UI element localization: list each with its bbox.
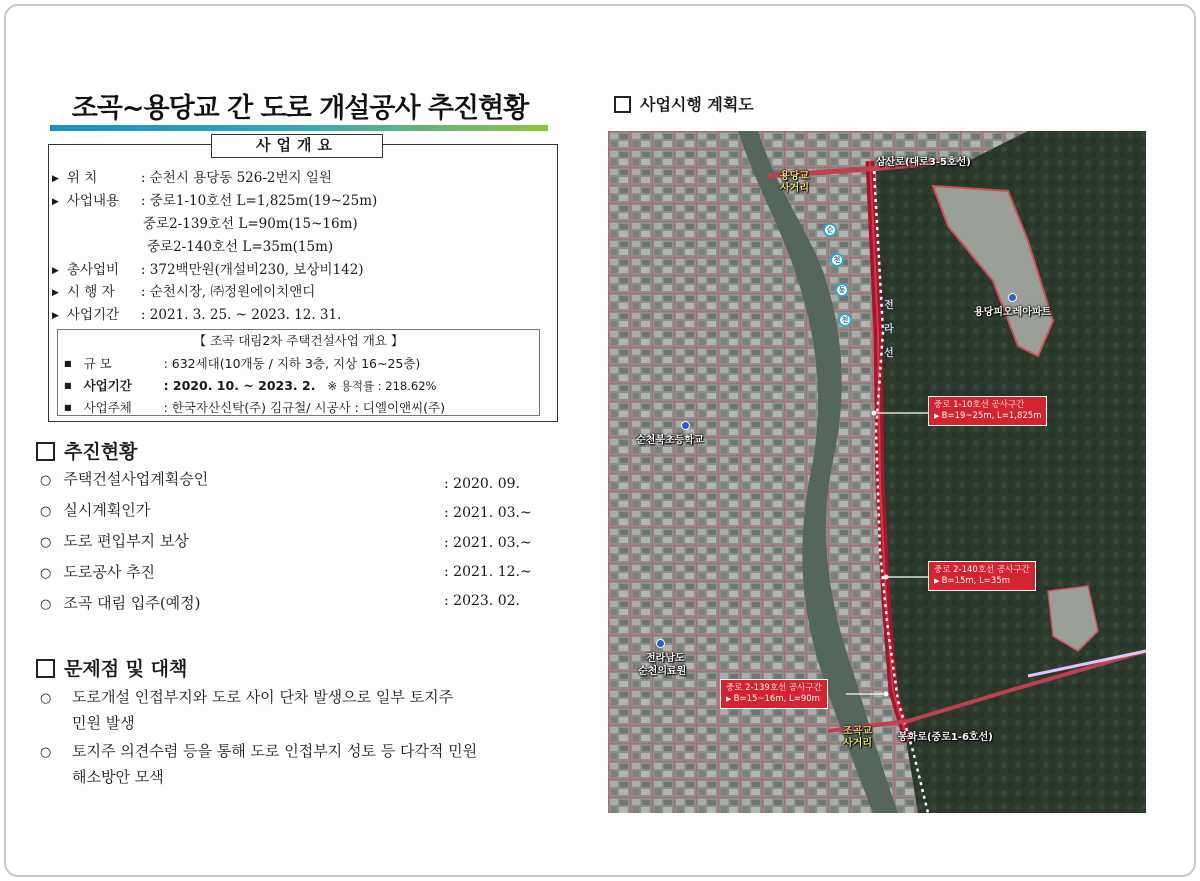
map-river-badge: 천 [830, 253, 844, 267]
map-label-top-road: 삼산로(대로3-5호선) [876, 157, 971, 168]
circle-bullet-icon: ○ [40, 566, 52, 581]
progress-item: ○ 조곡 대림 입주(예정) [40, 594, 201, 612]
progress-item: ○ 도로 편입부지 보상 [40, 532, 189, 550]
callout-road-2-140: 중로 2-140호선 공사구간 ▶ B=15m, L=35m [928, 561, 1036, 591]
map-label-jogok-2: 사거리 [843, 738, 872, 749]
circle-bullet-icon: ○ [40, 597, 52, 612]
progress-date: : 2020. 09. [444, 476, 520, 492]
checkbox-icon [36, 442, 55, 461]
circle-bullet-icon: ○ [40, 691, 52, 706]
progress-date: : 2021. 03.~ [444, 505, 532, 521]
map-rail-label: 선 [884, 348, 894, 359]
overview-row-content-2: 중로2-139호선 L=90m(15~16m) [143, 216, 358, 232]
triangle-bullet-icon: ▶ [52, 288, 59, 298]
triangle-bullet-icon: ▶ [52, 174, 59, 184]
square-bullet-icon: ■ [64, 403, 72, 412]
issue-item: ○ 토지주 의견수렴 등을 통해 도로 인접부지 성토 등 다각적 민원 [40, 742, 478, 760]
issue-item-cont: 민원 발생 [72, 714, 135, 732]
map-river-badge: 순 [823, 223, 837, 237]
square-bullet-icon: ■ [64, 359, 72, 368]
map-label-yongdanggyo: 용당교 [780, 171, 809, 182]
map-marker-icon [681, 421, 690, 430]
overview-row-executor: ▶ 시 행 자 : 순천시장, ㈜정원에이치앤디 [52, 284, 316, 300]
issues-heading: 문제점 및 대책 [36, 654, 187, 681]
circle-bullet-icon: ○ [40, 504, 52, 519]
progress-date: : 2021. 03.~ [444, 535, 532, 551]
circle-bullet-icon: ○ [40, 745, 52, 760]
callout-road-2-139: 중로 2-139호선 공사구간 ▶ B=15~16m, L=90m [720, 679, 828, 709]
map-label-school: 순천북초등학교 [636, 435, 704, 446]
progress-heading: 추진현황 [36, 437, 137, 464]
map-marker-icon [1008, 293, 1017, 302]
site-plan-map [608, 131, 1146, 813]
map-marker-icon [656, 639, 665, 648]
triangle-bullet-icon: ▶ [52, 197, 59, 207]
overview-row-location: ▶ 위 치 : 순천시 용당동 526-2번지 일원 [52, 170, 332, 186]
circle-bullet-icon: ○ [40, 535, 52, 550]
page-title: 조곡~용당교 간 도로 개설공사 추진현황 [71, 93, 529, 124]
progress-date: : 2021. 12.~ [444, 564, 532, 580]
housing-row-period: ■ 사업기간 : 2020. 10. ~ 2023. 2. ※ 용적률 : 218.62% [64, 378, 437, 393]
square-bullet-icon: ■ [64, 381, 72, 390]
progress-item: ○ 주택건설사업계획승인 [40, 470, 209, 488]
issue-item: ○ 도로개설 인접부지와 도로 사이 단차 발생으로 일부 토지주 [40, 688, 454, 706]
map-label-apartment: 용당피오레아파트 [974, 307, 1052, 318]
map-rail-label: 라 [884, 324, 894, 335]
triangle-bullet-icon: ▶ [934, 412, 942, 420]
map-river-badge: 동 [835, 283, 849, 297]
overview-row-period: ▶ 사업기간 : 2021. 3. 25. ~ 2023. 12. 31. [52, 307, 342, 323]
triangle-bullet-icon: ▶ [52, 311, 59, 321]
housing-row-developer: ■ 사업주체 : 한국자산신탁(주) 김규철/ 시공사 : 디엘이앤씨(주) [64, 400, 445, 415]
plan-heading: 사업시행 계획도 [614, 92, 754, 115]
checkbox-icon [36, 659, 55, 678]
progress-date: : 2023. 02. [444, 593, 520, 609]
map-label-yongdanggyo-2: 사거리 [780, 183, 809, 194]
callout-road-1-10: 중로 1-10호선 공사구간 ▶ B=19~25m, L=1,825m [928, 396, 1047, 426]
circle-bullet-icon: ○ [40, 473, 52, 488]
progress-item: ○ 실시계획인가 [40, 501, 151, 519]
map-rail-label: 전 [884, 300, 894, 311]
checkbox-icon [614, 96, 631, 113]
map-river-badge: 천 [838, 313, 852, 327]
overview-tag: 사업개요 [211, 134, 383, 158]
title-underline [50, 125, 548, 131]
overview-row-budget: ▶ 총사업비 : 372백만원(개설비230, 보상비142) [52, 262, 364, 278]
map-label-jogok: 조곡교 [843, 726, 872, 737]
map-label-hospital-1: 전라남도 [646, 653, 685, 664]
housing-row-scale: ■ 규 모 : 632세대(10개동 / 지하 3층, 지상 16~25층) [64, 356, 421, 371]
triangle-bullet-icon: ▶ [726, 695, 734, 703]
overview-row-content: ▶ 사업내용 : 중로1-10호선 L=1,825m(19~25m) [52, 193, 378, 209]
housing-project-title: 【 조곡 대림2차 주택건설사업 개요 】 [193, 333, 404, 348]
progress-item: ○ 도로공사 추진 [40, 563, 156, 581]
issue-item-cont: 해소방안 모색 [72, 768, 164, 786]
triangle-bullet-icon: ▶ [52, 266, 59, 276]
overview-row-content-3: 중로2-140호선 L=35m(15m) [147, 239, 334, 255]
map-label-hospital-2: 순천의료원 [638, 666, 687, 677]
map-graphic [608, 131, 1146, 813]
map-label-bottom-road: 봉화로(중로1-6호선) [898, 732, 993, 743]
triangle-bullet-icon: ▶ [934, 577, 942, 585]
